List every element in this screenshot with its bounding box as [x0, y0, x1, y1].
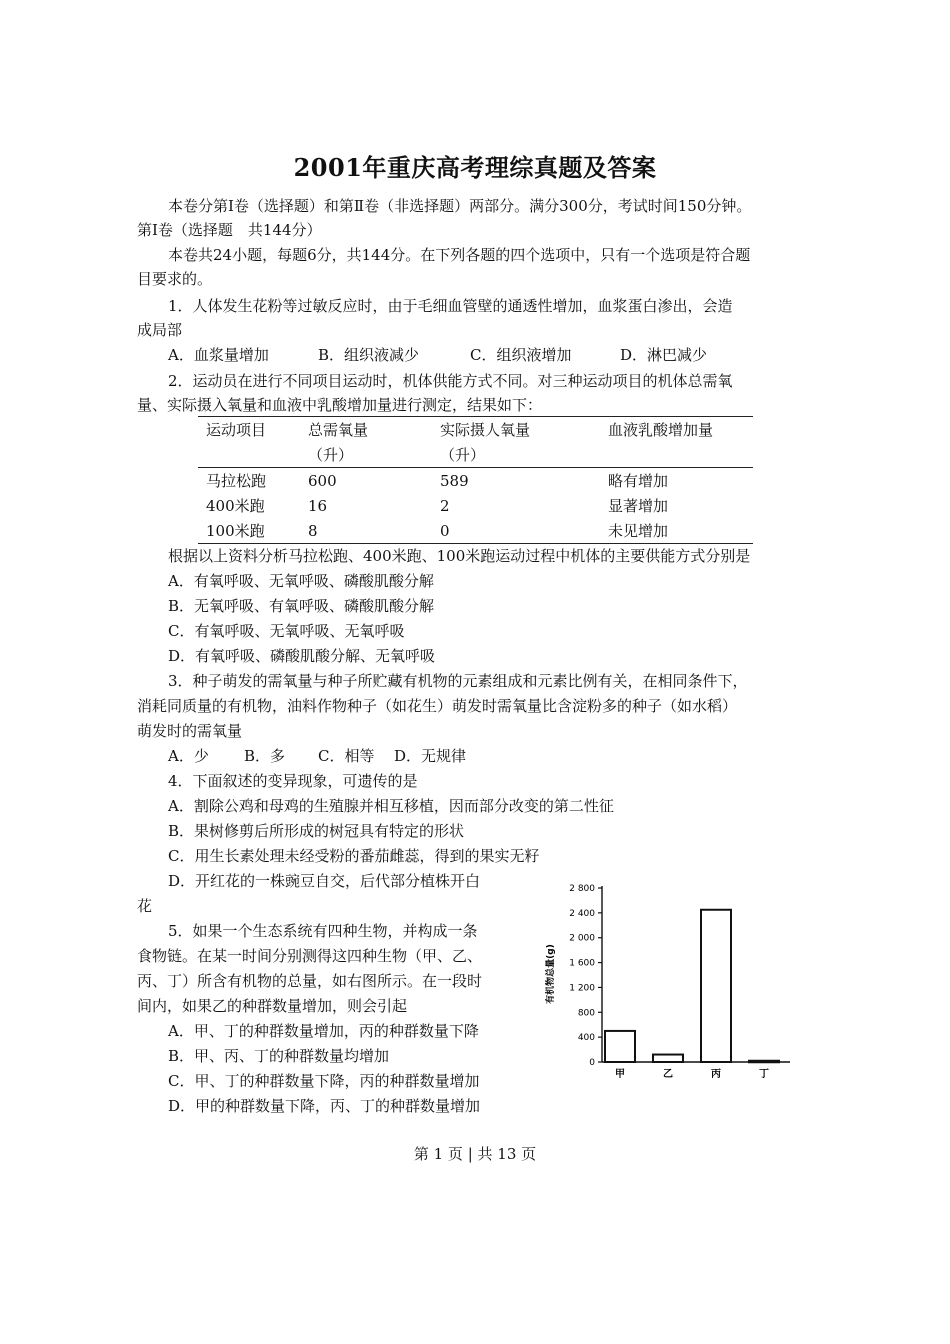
q3-option-c: C．相等 — [318, 747, 375, 765]
chart-x-tick-label: 丁 — [759, 1069, 769, 1080]
chart-x-tick-label: 乙 — [663, 1069, 673, 1080]
table-cell: 略有增加 — [608, 472, 669, 490]
table-cell: 8 — [300, 518, 432, 544]
q5-option-d: D．甲的种群数量下降，丙、丁的种群数量增加 — [168, 1097, 481, 1115]
instructions-line: 目要求的。 — [137, 270, 213, 288]
page-footer: 第 1 页 | 共 13 页 — [413, 1145, 537, 1163]
chart-y-tick-label: 2 800 — [569, 884, 595, 894]
q2-data-table — [198, 416, 753, 544]
table-header-cell: 运动项目 — [198, 417, 300, 443]
instructions-line: 本卷共24小题，每题6分，共144分。在下列各题的四个选项中，只有一个选项是符合题 — [168, 246, 751, 264]
q1-stem: 1．人体发生花粉等过敏反应时，由于毛细血管壁的通透性增加，血浆蛋白渗出，会造 — [168, 297, 733, 315]
chart-bar — [701, 910, 731, 1062]
chart-y-tick-label: 2 000 — [569, 933, 595, 944]
table-header-cell: 实际摄人氧量 — [432, 417, 600, 443]
q3-option-b: B．多 — [244, 747, 286, 765]
table-row — [198, 518, 753, 544]
chart-x-tick-label: 甲 — [615, 1069, 625, 1080]
chart-y-tick-label: 400 — [577, 1033, 595, 1044]
q3-option-d: D．无规律 — [394, 747, 467, 765]
intro-line: 本卷分第Ⅰ卷（选择题）和第Ⅱ卷（非选择题）两部分。满分300分，考试时间150分钟。 — [168, 197, 752, 215]
table-cell: 2 — [440, 496, 450, 515]
q2-option-c: C．有氧呼吸、无氧呼吸、无氧呼吸 — [168, 622, 405, 640]
q2-option-d: D．有氧呼吸、磷酸肌酸分解、无氧呼吸 — [168, 647, 436, 665]
q1-stem-cont: 成局部 — [137, 321, 183, 339]
table-row — [198, 468, 753, 494]
q5-stem: 5．如果一个生态系统有四种生物，并构成一条 — [168, 922, 478, 940]
q1-option-b: B．组织液减少 — [318, 346, 420, 364]
table-unit-cell — [600, 442, 753, 468]
q4-option-d: D．开红花的一株豌豆自交，后代部分植株开白 — [168, 872, 481, 890]
q3-stem-cont: 消耗同质量的有机物，油料作物种子（如花生）萌发时需氧量比含淀粉多的种子（如水稻） — [137, 697, 738, 715]
q5-option-a: A．甲、丁的种群数量增加，丙的种群数量下降 — [168, 1022, 479, 1040]
table-cell: 显著增加 — [608, 497, 669, 515]
q1-option-d: D．淋巴减少 — [620, 346, 708, 364]
table-cell: 未见增加 — [600, 518, 753, 544]
chart-x-labels — [615, 1067, 769, 1080]
q3-stem: 3．种子萌发的需氧量与种子所贮藏有机物的元素组成和元素比例有关，在相同条件下， — [168, 672, 748, 690]
q5-option-c: C．甲、丁的种群数量下降，丙的种群数量增加 — [168, 1072, 480, 1090]
q2-option-b: B．无氧呼吸、有氧呼吸、磷酸肌酸分解 — [168, 597, 435, 615]
chart-bars — [605, 910, 779, 1063]
table-cell: 0 — [432, 518, 600, 544]
q3-options — [168, 745, 568, 767]
q2-stem-cont: 量、实际摄入氧量和血液中乳酸增加量进行测定，结果如下： — [137, 396, 543, 414]
q4-stem: 4．下面叙述的变异现象，可遗传的是 — [168, 772, 418, 790]
q2-question: 根据以上资料分析马拉松跑、400米跑、100米跑运动过程中机体的主要供能方式分别是 — [168, 547, 751, 565]
table-cell: 589 — [440, 471, 469, 490]
table-unit-cell: （升） — [300, 442, 432, 468]
chart-x-tick-label: 丙 — [711, 1069, 721, 1080]
table-unit-cell — [198, 442, 300, 468]
chart-y-tick-label: 2 400 — [569, 908, 595, 919]
q1-options — [168, 344, 768, 366]
table-header-cell: 总需氧量 — [300, 417, 432, 443]
organic-matter-bar-chart — [540, 876, 800, 1086]
q5-option-b: B．甲、丙、丁的种群数量均增加 — [168, 1047, 390, 1065]
q3-stem-cont: 萌发时的需氧量 — [137, 722, 243, 740]
table-cell: 600 — [308, 471, 337, 490]
chart-bar — [653, 1055, 683, 1062]
table-cell: 马拉松跑 — [206, 472, 267, 490]
chart-y-axis-label: 有机物总量(g) — [546, 944, 556, 1004]
q4-option-a: A．割除公鸡和母鸡的生殖腺并相互移植，因而部分改变的第二性征 — [168, 797, 614, 815]
q5-stem-cont: 丙、丁）所含有机物的总量，如右图所示。在一段时 — [137, 972, 483, 990]
q4-option-b: B．果树修剪后所形成的树冠具有特定的形状 — [168, 822, 465, 840]
table-unit-row — [198, 442, 753, 468]
q5-stem-cont: 间内，如果乙的种群数量增加，则会引起 — [137, 997, 408, 1015]
table-header-cell: 血液乳酸增加量 — [600, 417, 753, 443]
table-header-row — [198, 417, 753, 443]
table-cell: 16 — [308, 496, 328, 515]
q2-option-a: A．有氧呼吸、无氧呼吸、磷酸肌酸分解 — [168, 572, 434, 590]
chart-y-tick-label: 0 — [589, 1058, 595, 1068]
q4-option-c: C．用生长素处理未经受粉的番茄雌蕊，得到的果实无籽 — [168, 847, 540, 865]
page-title: 2001年重庆高考理综真题及答案 — [293, 153, 657, 182]
q2-stem: 2．运动员在进行不同项目运动时，机体供能方式不同。对三种运动项目的机体总需氧 — [168, 372, 733, 390]
table-cell: 400米跑 — [206, 497, 265, 515]
chart-y-tick-label: 1 600 — [569, 958, 595, 969]
q4-option-d-cont: 花 — [137, 897, 153, 915]
section-heading: 第Ⅰ卷（选择题 共144分） — [137, 221, 322, 239]
chart-bar — [749, 1061, 779, 1063]
q1-option-a: A．血浆量增加 — [168, 346, 269, 364]
q5-stem-cont: 食物链。在某一时间分别测得这四种生物（甲、乙、 — [137, 947, 483, 965]
table-unit-cell: （升） — [432, 442, 600, 468]
q1-option-c: C．组织液增加 — [470, 346, 572, 364]
chart-bar — [605, 1031, 635, 1062]
chart-y-ticks — [569, 884, 602, 1068]
table-row — [198, 493, 753, 518]
table-cell: 100米跑 — [198, 518, 300, 544]
chart-y-tick-label: 1 200 — [569, 983, 595, 994]
chart-y-tick-label: 800 — [577, 1008, 595, 1019]
q3-option-a: A．少 — [168, 747, 209, 765]
